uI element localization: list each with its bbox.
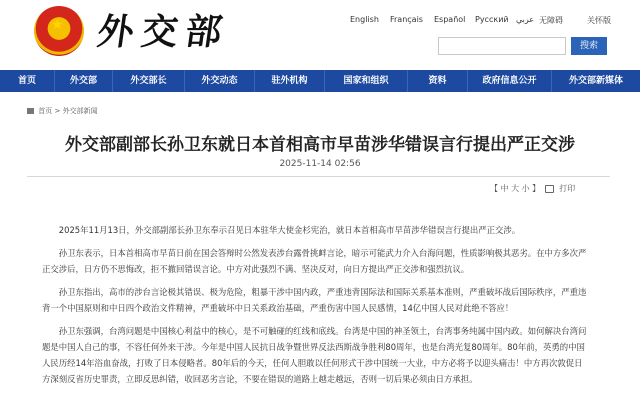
breadcrumb-home[interactable]: 首页 [38, 107, 53, 115]
home-icon [27, 108, 34, 114]
lang-french-link[interactable]: Français [390, 15, 423, 24]
nav-missions[interactable]: 驻外机构 [255, 70, 325, 92]
search-input[interactable] [438, 37, 566, 55]
accessibility-link[interactable]: 无障碍 [539, 16, 563, 25]
star-icon: ★ [51, 17, 64, 33]
breadcrumb-separator: > [54, 107, 61, 115]
search-button[interactable]: 搜索 [571, 37, 607, 55]
national-emblem-logo[interactable] [34, 6, 84, 56]
nav-home[interactable]: 首页 [0, 70, 55, 92]
lang-spanish-link[interactable]: Español [434, 15, 466, 24]
breadcrumb [27, 106, 98, 116]
nav-countries[interactable]: 国家和组织 [325, 70, 408, 92]
print-link[interactable]: 打印 [559, 184, 576, 193]
language-links [350, 15, 617, 26]
article-paragraph: 孙卫东指出，高市的涉台言论极其错误、极为危险，粗暴干涉中国内政，严重违背国际法和国际关系基本准则，严重破坏战后国际秩序，严重违背一个中国原则和中日四个政治文件精神，严重破坏中日关系政治基础，严重伤害中国人民感情，14亿中国人民对此绝不答应！ [42, 287, 587, 313]
print-icon[interactable] [545, 185, 554, 193]
breadcrumb-section[interactable]: 外交部新闻 [62, 107, 98, 115]
main-nav [0, 70, 640, 92]
nav-activities[interactable]: 外交动态 [185, 70, 255, 92]
font-size-switch[interactable]: 【 中 大 小 】 [490, 184, 541, 193]
article-tools [490, 183, 575, 194]
care-mode-link[interactable]: 关怀版 [587, 16, 611, 25]
nav-gov-info[interactable]: 政府信息公开 [468, 70, 552, 92]
nav-resources[interactable]: 资料 [408, 70, 468, 92]
nav-ministry[interactable]: 外交部 [55, 70, 113, 92]
site-header [0, 0, 640, 66]
nav-new-media[interactable]: 外交部新媒体 [568, 76, 623, 86]
nav-minister[interactable]: 外交部长 [113, 70, 185, 92]
article-paragraph: 2025年11月13日，外交部副部长孙卫东奉示召见日本驻华大使金杉宪治，就日本首相高市早苗涉华错误言行提出严正交涉。 [58, 225, 521, 235]
lang-english-link[interactable]: English [350, 15, 379, 24]
article-paragraph: 孙卫东强调，台湾问题是中国核心利益中的核心，是不可触碰的红线和底线。台湾是中国的神圣领土，台湾事务纯属中国内政。如何解决台湾问题是中国人自己的事，不容任何外来干涉。今年是中国人民抗日战争暨世界反法西斯战争胜利80周年，也是台湾光复80周年。80年前，英勇的中国人民历经14年浴血奋战，打败了日本侵略者。80年后的今天，任何人胆敢以任何形式干涉中国统一大业，中方必将予以迎头痛击！中方再次敦促日方深刻反省历史罪责，立即反思纠错，收回恶劣言论，不要在错误的道路上越走越远，否则一切后果必须由日方承担。 [42, 326, 587, 384]
article-paragraph: 孙卫东表示，日本首相高市早苗日前在国会答辩时公然发表涉台露骨挑衅言论，暗示可能武力介入台海问题，性质影响极其恶劣。在中方多次严正交涉后，日方仍不思悔改，拒不撤回错误言论。中方对此强烈不满、坚决反对，向日方提出严正交涉和强烈抗议。 [42, 248, 587, 274]
article-title: 外交部副部长孙卫东就日本首相高市早苗涉华错误言行提出严正交涉 [65, 135, 575, 155]
title-divider [27, 176, 610, 177]
lang-russian-link[interactable]: Русский [475, 15, 509, 24]
article-body [42, 222, 590, 394]
article-date: 2025-11-14 02:56 [279, 159, 361, 169]
lang-arabic-link[interactable]: عربي [516, 15, 535, 24]
ministry-logo-text[interactable]: 外交部 [94, 11, 233, 53]
